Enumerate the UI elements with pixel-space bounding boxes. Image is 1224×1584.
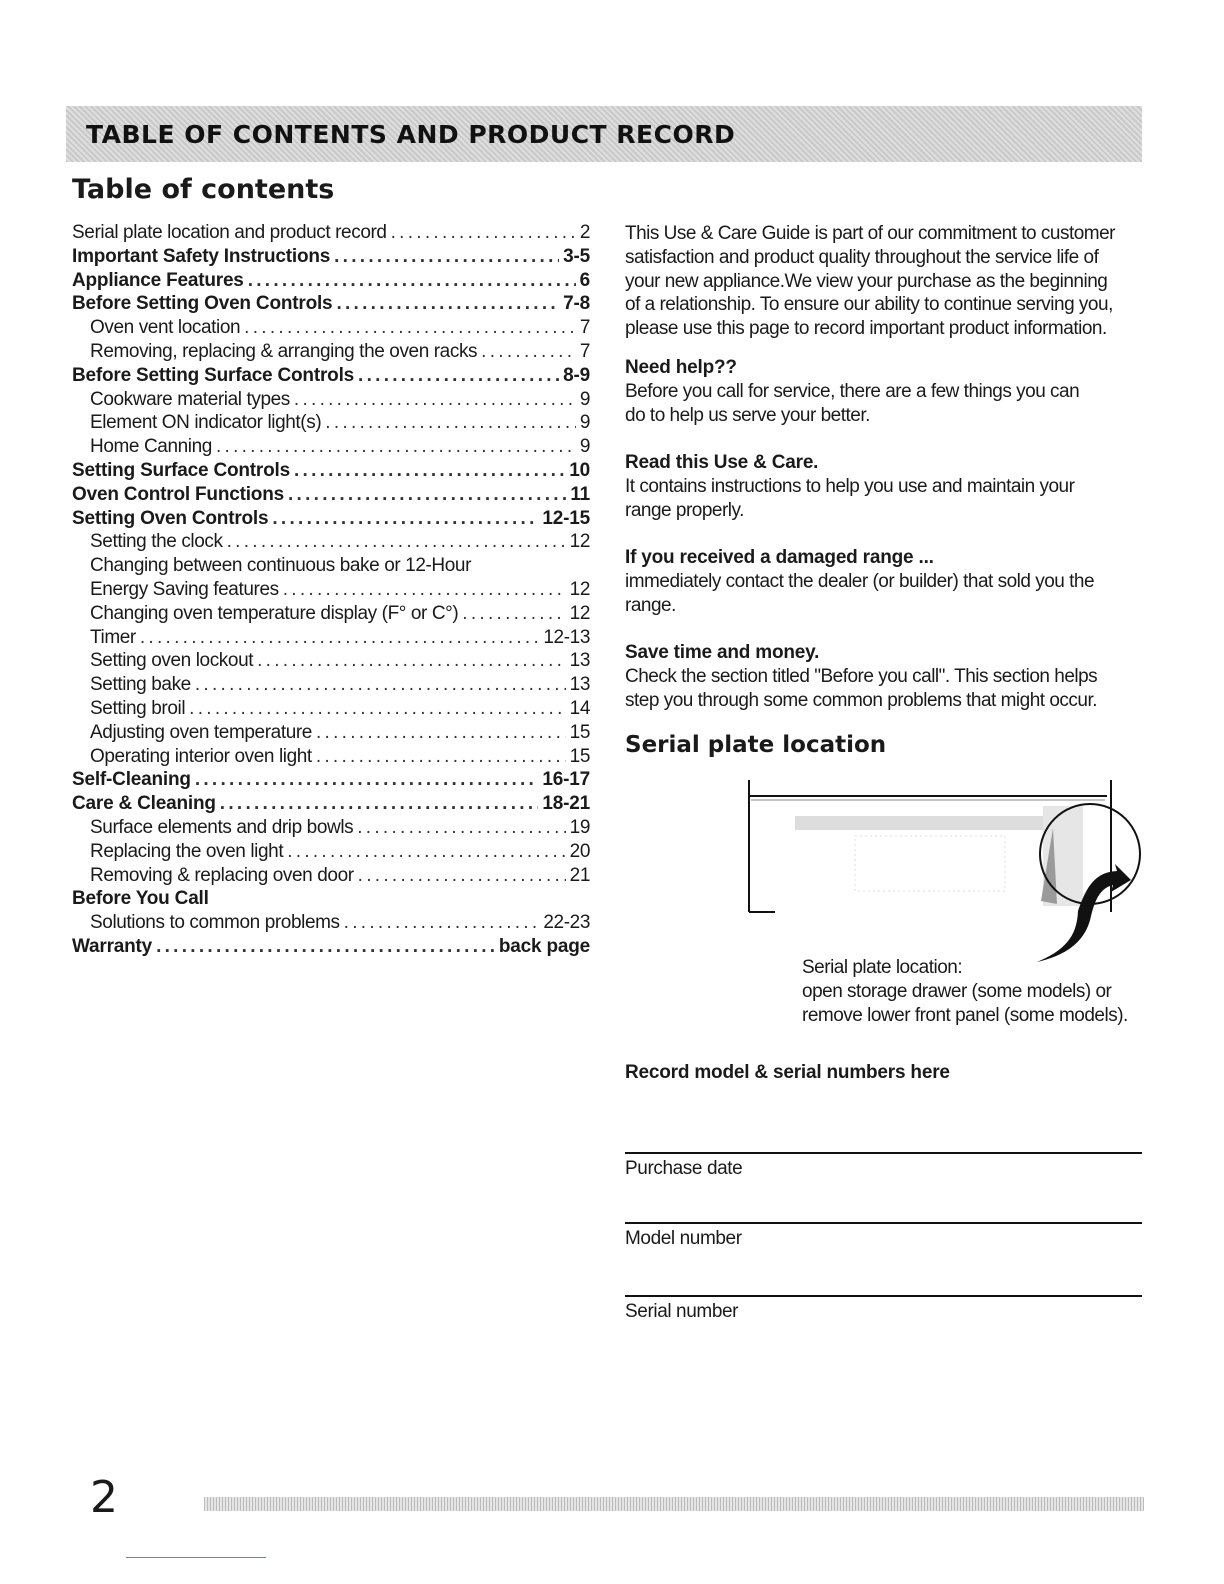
toc-entry-label: Serial plate location and product record <box>72 222 387 243</box>
toc-entry <box>72 222 590 246</box>
toc-leader-dots <box>294 389 576 411</box>
toc-entry <box>72 270 590 294</box>
toc-entry-page: 2 <box>579 222 590 243</box>
toc-entry <box>72 341 590 365</box>
toc-leader-dots <box>481 341 576 363</box>
toc-entry <box>72 508 590 532</box>
serial-plate-caption <box>802 956 1162 1027</box>
model-number-field[interactable] <box>625 1222 1142 1250</box>
toc-entry-page: 16-17 <box>542 769 590 791</box>
toc-leader-dots <box>288 484 566 506</box>
toc-entry-label: Adjusting oven temperature <box>90 721 312 743</box>
footer-rule <box>126 1557 266 1558</box>
block-line: Before you call for service, there are a few things you can <box>625 380 1080 402</box>
block-line: immediately contact the dealer (or builder) that sold you the <box>625 570 1095 592</box>
toc-entry-page: back page <box>498 935 590 957</box>
toc-entry-page: 21 <box>569 864 590 886</box>
toc-entry <box>72 555 590 579</box>
caption-line: open storage drawer (some models) or <box>802 980 1112 1002</box>
toc-entry <box>72 436 590 460</box>
toc-entry <box>72 793 590 817</box>
toc-leader-dots <box>325 412 576 434</box>
block-line: range properly. <box>625 499 744 521</box>
toc-entry <box>72 722 590 746</box>
toc-entry-label: Replacing the oven light <box>90 840 284 862</box>
toc-entry-label: Setting broil <box>90 697 186 719</box>
section-banner <box>66 106 1142 162</box>
toc-entry-page: 19 <box>569 816 590 838</box>
toc-entry <box>72 817 590 841</box>
block-line: step you through some common problems that might occur. <box>625 689 1098 711</box>
block-heading: Read this Use & Care. <box>625 452 819 473</box>
damaged-range-block <box>625 546 1145 617</box>
toc-entry-page: 22-23 <box>543 912 590 934</box>
toc-entry <box>72 412 590 436</box>
toc-entry-page: 7 <box>579 340 590 362</box>
toc-leader-dots <box>140 627 540 649</box>
toc-leader-dots <box>257 650 566 672</box>
toc-entry <box>72 888 590 912</box>
serial-number-field[interactable] <box>625 1295 1142 1323</box>
toc-entry-label: Changing oven temperature display (F° or C°) <box>90 602 459 624</box>
page-number: 2 <box>90 1472 118 1523</box>
toc-entry-label: Removing & replacing oven door <box>90 864 354 886</box>
toc-entry-page: 6 <box>579 269 590 291</box>
block-heading: Need help?? <box>625 357 737 378</box>
toc-entry-label: Home Canning <box>90 436 212 458</box>
toc-entry-page: 7 <box>579 317 590 339</box>
toc-entry <box>72 603 590 627</box>
toc-leader-dots <box>189 698 566 720</box>
toc-entry-page: 12 <box>569 602 590 624</box>
toc-entry <box>72 484 590 508</box>
toc-entry <box>72 293 590 317</box>
block-heading: Save time and money. <box>625 642 820 663</box>
toc-entry <box>72 841 590 865</box>
toc-entry-page: 13 <box>569 674 590 696</box>
caption-line: Serial plate location: <box>802 957 963 978</box>
toc-leader-dots <box>220 793 539 815</box>
toc-entry <box>72 769 590 793</box>
toc-entry-page: 15 <box>569 745 590 767</box>
toc-leader-dots <box>391 222 576 244</box>
toc-entry <box>72 317 590 341</box>
toc-entry-label: Care & Cleaning <box>72 793 216 815</box>
toc-leader-dots <box>294 460 565 482</box>
toc-entry <box>72 865 590 889</box>
toc-entry <box>72 746 590 770</box>
toc-entry-page: 11 <box>570 483 590 505</box>
toc-leader-dots <box>287 841 565 863</box>
toc-entry <box>72 246 590 270</box>
toc-entry-page: 12-15 <box>542 507 590 529</box>
serial-number-label: Serial number <box>625 1301 739 1322</box>
intro-line: satisfaction and product quality throughout the service life of <box>625 246 1099 268</box>
model-number-label: Model number <box>625 1228 742 1249</box>
toc-leader-dots <box>195 769 539 791</box>
toc-entry-page: 3-5 <box>563 245 590 267</box>
serial-plate-heading: Serial plate location <box>625 732 887 758</box>
toc-entry-label: Surface elements and drip bowls <box>90 816 354 838</box>
caption-line: remove lower front panel (some models). <box>802 1004 1128 1026</box>
toc-leader-dots <box>316 722 566 744</box>
toc-entry <box>72 627 590 651</box>
toc-entry-label: Cookware material types <box>90 388 290 410</box>
toc-entry-page: 20 <box>569 840 590 862</box>
toc-entry-label: Setting Surface Controls <box>72 459 290 481</box>
intro-line: please use this page to record important product information. <box>625 318 1107 340</box>
block-line: It contains instructions to help you use and maintain your <box>625 475 1075 497</box>
toc-leader-dots <box>283 579 566 601</box>
serial-plate-diagram <box>745 776 1145 976</box>
toc-entry-label: Before Setting Oven Controls <box>72 293 333 315</box>
toc-entry-page: 10 <box>569 459 590 481</box>
toc-leader-dots <box>462 603 565 625</box>
toc-leader-dots <box>216 436 576 458</box>
toc-entry <box>72 912 590 936</box>
toc-entry-label: Energy Saving features <box>90 578 279 600</box>
toc-leader-dots <box>156 936 495 958</box>
banner-title: TABLE OF CONTENTS AND PRODUCT RECORD <box>86 120 736 149</box>
toc-entry <box>72 531 590 555</box>
toc-leader-dots <box>344 912 540 934</box>
toc-leader-dots <box>195 674 566 696</box>
toc-entry-page: 12-13 <box>543 626 590 648</box>
toc-entry-label: Operating interior oven light <box>90 745 312 767</box>
toc-entry-label: Oven Control Functions <box>72 483 284 505</box>
toc-entry-label: Solutions to common problems <box>90 912 340 934</box>
toc-entry-page: 13 <box>569 650 590 672</box>
toc-entry-page: 14 <box>569 697 590 719</box>
block-line: do to help us serve your better. <box>625 404 870 426</box>
toc-leader-dots <box>316 746 566 768</box>
purchase-date-label: Purchase date <box>625 1158 743 1179</box>
toc-entry-label: Removing, replacing & arranging the oven racks <box>90 340 478 362</box>
toc-heading: Table of contents <box>72 174 335 205</box>
toc-entry-page: 7-8 <box>563 293 590 315</box>
toc-entry <box>72 650 590 674</box>
toc-list <box>72 222 590 960</box>
toc-entry <box>72 674 590 698</box>
block-heading: If you received a damaged range ... <box>625 547 934 568</box>
toc-leader-dots <box>248 270 576 292</box>
toc-leader-dots <box>244 317 576 339</box>
toc-entry-label: Oven vent location <box>90 317 241 339</box>
toc-entry <box>72 460 590 484</box>
toc-entry-label: Warranty <box>72 935 153 957</box>
toc-leader-dots <box>334 246 559 268</box>
toc-entry-label: Setting bake <box>90 674 191 696</box>
toc-entry-label: Before You Call <box>72 888 209 910</box>
block-line: range. <box>625 594 676 616</box>
toc-entry <box>72 579 590 603</box>
toc-entry-page: 9 <box>579 388 590 410</box>
toc-leader-dots <box>357 817 565 839</box>
toc-entry-label: Appliance Features <box>72 269 244 291</box>
intro-paragraph <box>625 222 1145 341</box>
toc-entry-label: Setting Oven Controls <box>72 507 269 529</box>
toc-leader-dots <box>336 293 559 315</box>
toc-entry-label: Important Safety Instructions <box>72 245 331 267</box>
toc-entry-label: Element ON indicator light(s) <box>90 412 322 434</box>
toc-entry <box>72 389 590 413</box>
toc-leader-dots <box>227 531 566 553</box>
toc-entry <box>72 365 590 389</box>
toc-entry <box>72 698 590 722</box>
intro-line: This Use & Care Guide is part of our commitment to customer <box>625 223 1116 244</box>
toc-entry-label: Changing between continuous bake or 12-Hour <box>90 555 472 577</box>
toc-entry-page: 8-9 <box>563 364 590 386</box>
toc-entry-page: 9 <box>579 436 590 458</box>
save-time-block <box>625 641 1145 712</box>
block-line: Check the section titled "Before you call". This section helps <box>625 665 1098 687</box>
purchase-date-field[interactable] <box>625 1152 1142 1180</box>
toc-entry-page: 15 <box>569 721 590 743</box>
toc-entry-page: 12 <box>569 531 590 553</box>
toc-entry-label: Self-Cleaning <box>72 769 191 791</box>
intro-line: of a relationship. To ensure our ability to continue serving you, <box>625 294 1113 316</box>
toc-leader-dots <box>358 865 566 887</box>
toc-entry-page: 18-21 <box>542 793 590 815</box>
toc-entry-label: Timer <box>90 626 136 648</box>
toc-entry-page: 12 <box>569 578 590 600</box>
footer-bar <box>204 1497 1144 1511</box>
toc-entry-label: Setting the clock <box>90 531 223 553</box>
toc-entry-label: Setting oven lockout <box>90 650 254 672</box>
toc-entry-label: Before Setting Surface Controls <box>72 364 355 386</box>
record-heading: Record model & serial numbers here <box>625 1062 950 1083</box>
need-help-block <box>625 356 1145 427</box>
toc-entry <box>72 936 590 960</box>
toc-entry-page: 9 <box>579 412 590 434</box>
read-care-block <box>625 451 1145 522</box>
toc-leader-dots <box>272 508 538 530</box>
toc-leader-dots <box>358 365 559 387</box>
intro-line: your new appliance.We view your purchase as the beginning <box>625 270 1108 292</box>
